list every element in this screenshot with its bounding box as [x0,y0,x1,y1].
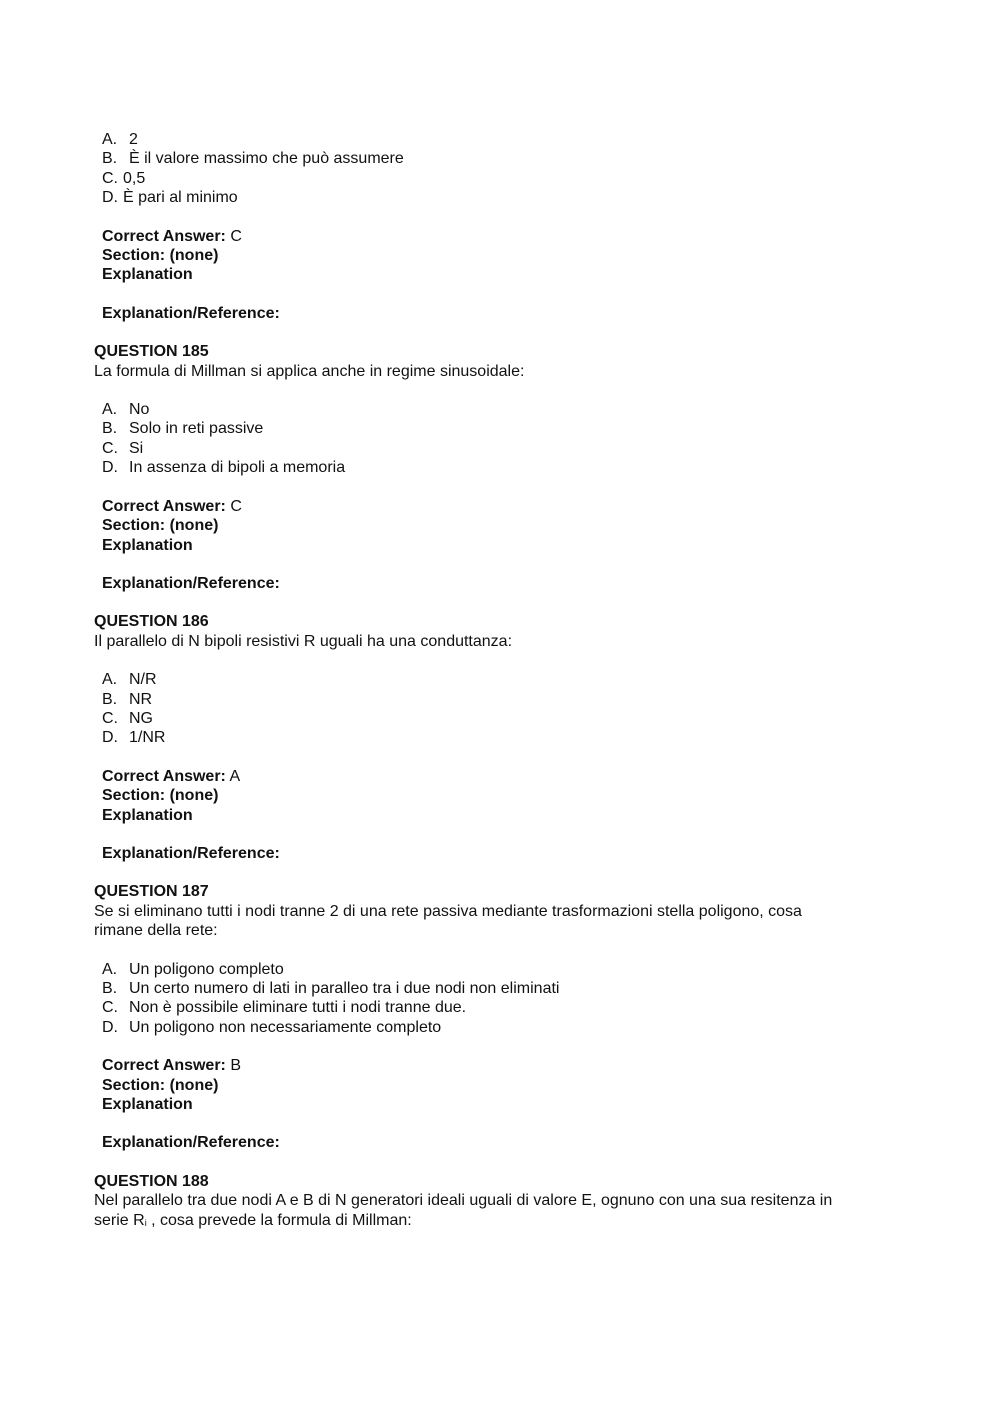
answer-options [102,400,894,478]
explanation-reference-label: Explanation/Reference: [102,844,280,862]
page-content [94,130,894,1232]
explanation-label: Explanation [102,266,193,284]
question-185 [94,342,894,593]
question-title: QUESTION 187 [94,883,209,901]
question-186 [94,612,894,863]
question-text: Il parallelo di N bipoli resistivi R uguali ha una conduttanza: [94,632,513,650]
explanation-label: Explanation [102,806,193,824]
option-a: A. 2 [102,131,138,148]
option-d: D. 1/NR [102,729,166,747]
section-label: Section: (none) [102,1076,219,1094]
subscript-i: i [144,1217,147,1228]
option-a: A. N/R [102,671,157,689]
answer-meta [102,767,894,825]
option-b: B. NR [102,690,153,708]
option-a: A. Un poligono completo [102,960,284,978]
question-187 [94,882,894,1152]
explanation-label: Explanation [102,1096,193,1114]
explanation-reference-label: Explanation/Reference: [102,1134,280,1152]
answer-meta [102,1056,894,1114]
answer-options [102,670,894,748]
correct-answer: Correct Answer: A [102,767,241,785]
question-text-line-1: Nel parallelo tra due nodi A e B di N generatori ideali uguali di valore E, ognuno con una sua resitenza in [94,1192,833,1210]
question-text: Se si eliminano tutti i nodi tranne 2 di una rete passiva mediante trasformazioni stella poligono, cosa rimane della rete: [94,902,802,940]
option-a: A. No [102,401,150,419]
explanation-reference-label: Explanation/Reference: [102,574,280,592]
option-d: D. Un poligono non necessariamente completo [102,1018,442,1036]
option-b: B. Un certo numero di lati in paralleo tra i due nodi non eliminati [102,980,560,997]
question-title: QUESTION 186 [94,613,209,631]
option-c: C. 0,5 [102,169,146,187]
answer-options [102,130,894,208]
option-c: C. Si [102,439,144,457]
answer-meta [102,227,894,285]
answer-options [102,960,894,1038]
question-title: QUESTION 188 [94,1172,209,1190]
option-c: C. NG [102,709,153,727]
explanation-reference-label: Explanation/Reference: [102,304,280,322]
section-label: Section: (none) [102,247,219,265]
section-label: Section: (none) [102,517,219,535]
section-label: Section: (none) [102,787,219,805]
question-text: La formula di Millman si applica anche in regime sinusoidale: [94,362,525,380]
correct-answer: Correct Answer: C [102,497,242,515]
option-d: D. È pari al minimo [102,189,238,207]
question-title: QUESTION 185 [94,343,209,361]
option-b: B. È il valore massimo che può assumere [102,150,404,168]
correct-answer: Correct Answer: B [102,1057,242,1075]
question-text [94,1191,894,1232]
option-b: B. Solo in reti passive [102,420,264,438]
option-c: C. Non è possibile eliminare tutti i nodi tranne due. [102,999,467,1017]
answer-meta [102,497,894,555]
correct-answer: Correct Answer: C [102,227,242,245]
explanation-label: Explanation [102,536,193,554]
question-text-line-2: serie $R_i$ , cosa prevede la formula di Millman: [94,1211,412,1229]
option-d: D. In assenza di bipoli a memoria [102,459,346,477]
question-188 [94,1172,894,1232]
